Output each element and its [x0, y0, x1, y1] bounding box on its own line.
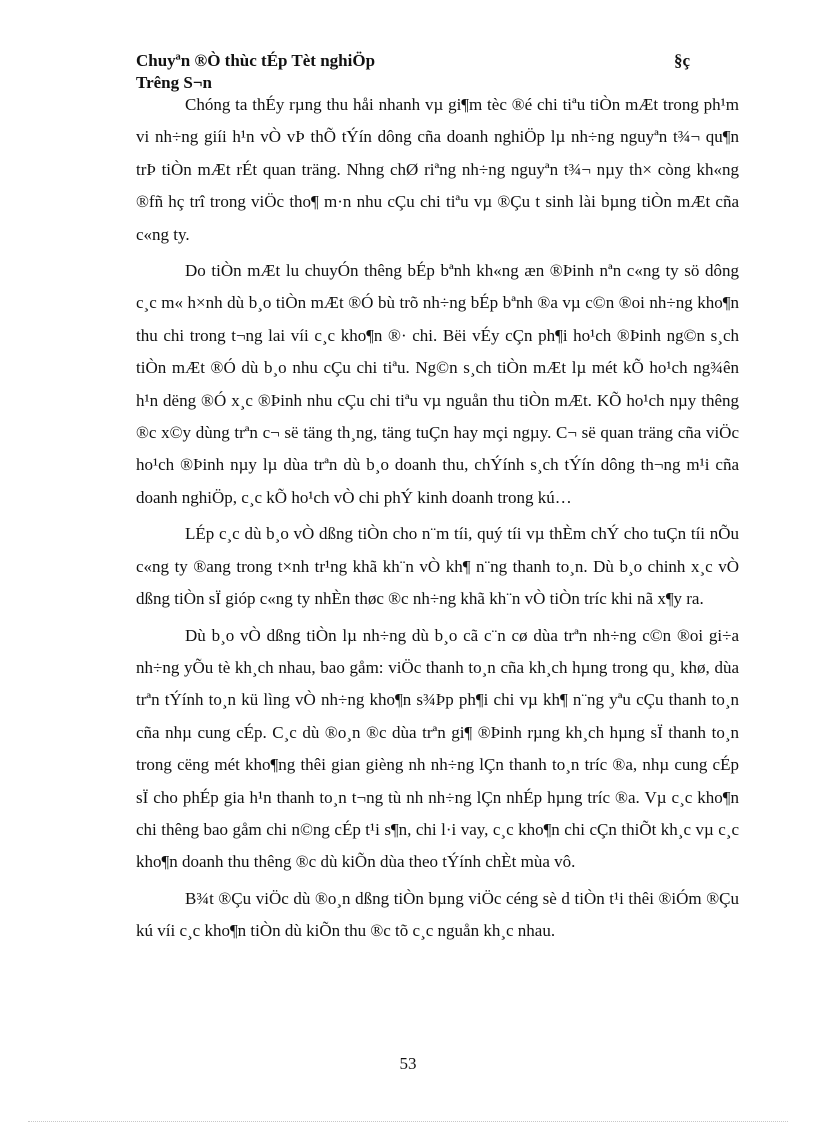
paragraph-3: LÉp c¸c dù b¸o vÒ dßng tiÒn cho n¨m tíi, quý tíi vµ thÈm chÝ cho tuÇn tíi nÕu c«ng ty ®ang trong t×nh tr¹ng khã kh¨n vÒ kh¶ n¨ng thanh to¸n. Dù b¸o chinh x¸c vÒ dßng tiÒn sÏ gióp c«ng ty nhÈn thøc ®c nh÷ng khã kh¨n vÒ tiÒn tríc khi nã x¶y ra.	[136, 524, 739, 609]
header-section-marker: §ç	[673, 51, 690, 70]
header-title: Chuyªn ®Ò thùc tÉp Tèt nghiÖp	[136, 51, 376, 70]
header-author: Trêng S¬n	[136, 73, 212, 92]
paragraph-1: Chóng ta thÉy rµng thu håi nhanh vµ gi¶m tèc ®é chi tiªu tiÒn mÆt trong ph¹m vi nh÷ng giíi h¹n vÒ vÞ thÕ tÝín dông cña doanh nghiÖp lµ nh÷ng nguyªn t¾¬ qu¶n trÞ tiÒn mÆt rÉt quan träng. Nhng chØ riªng nh÷ng nguyªn t¾¬ nµy th× còng kh«ng ®fñ hç trî trong viÖc tho¶ m·n nhu cÇu chi tiªu vµ ®Çu t sinh lài bµng tiÒn mÆt cña c«ng ty.	[136, 95, 739, 244]
body-text	[136, 89, 739, 952]
page-bottom-divider	[28, 1121, 788, 1122]
page-number: 53	[399, 1054, 417, 1073]
paragraph-5: B¾t ®Çu viÖc dù ®o¸n dßng tiÒn bµng viÖc céng sè d tiÒn t¹i thêi ®iÓm ®Çu kú víi c¸c kho¶n tiÒn dù kiÕn thu ®c tõ c¸c nguån kh¸c nhau.	[136, 888, 739, 941]
header-line-1	[136, 50, 696, 72]
paragraph-2: Do tiÒn mÆt lu chuyÓn thêng bÉp bªnh kh«ng æn ®Þinh nªn c«ng ty sö dông c¸c m« h×nh dù b¸o tiÒn mÆt ®Ó bù trõ nh÷ng bÉp bªnh ®a vµ c©n ®oi nh÷ng kho¶n thu chi trong t¬ng lai víi c¸c kho¶n ®· chi. Bëi vÉy cÇn ph¶i ho¹ch ®Þinh ng©n s¸ch tiÒn mÆt ®Ó dù b¸o nhu cÇu chi tiªu. Ng©n s¸ch tiÒn mÆt lµ mét kÕ ho¹ch ng¾ên h¹n dëng ®Ó x¸c ®Þinh nhu cÇu chi tiªu vµ nguån thu tiÒn mÆt. KÕ ho¹ch nµy thêng ®c x©y dùng trªn c¬ së täng th¸ng, täng tuÇn hay mçi ngµy. C¬ së quan träng cña viÖc ho¹ch ®Þinh nµy lµ dùa trªn dù b¸o doanh thu, chÝính s¸ch tÝín dông th¬ng m¹i cña doanh nghiÖp, c¸c kÕ ho¹ch vÒ chi phÝ kinh doanh trong kú…	[136, 261, 739, 507]
page-header	[136, 50, 696, 94]
paragraph-4: Dù b¸o vÒ dßng tiÒn lµ nh÷ng dù b¸o cã c¨n cø dùa trªn nh÷ng c©n ®oi gi÷a nh÷ng yÕu tè kh¸ch nhau, bao gåm: viÖc thanh to¸n cña kh¸ch hµng trong qu¸ khø, dùa trªn tÝính to¸n kü lìng vÒ nh÷ng kho¶n s¾Þp ph¶i chi vµ kh¶ n¨ng yªu cÇu thanh to¸n cña nhµ cung cÉp. C¸c dù ®o¸n ®c dùa trªn gi¶ ®Þinh rµng kh¸ch hµng sÏ thanh to¸n trong cëng mét kho¶ng thêi gian gièng nh nh÷ng lÇn thanh to¸n tríc ®a, nhµ cung cÉp sÏ cho phÉp gia h¹n thanh to¸n t¬ng tù nh nh÷ng lÇn nhÉp hµng tríc ®a. Vµ c¸c kho¶n chi thêng bao gåm chi n©ng cÉp t¹i s¶n, chi l·i vay, c¸c kho¶n chi cÇn thiÕt kh¸c vµ c¸c kho¶n doanh thu thêng ®c dù kiÕn dùa theo tÝính chÈt mùa vô.	[136, 625, 739, 872]
